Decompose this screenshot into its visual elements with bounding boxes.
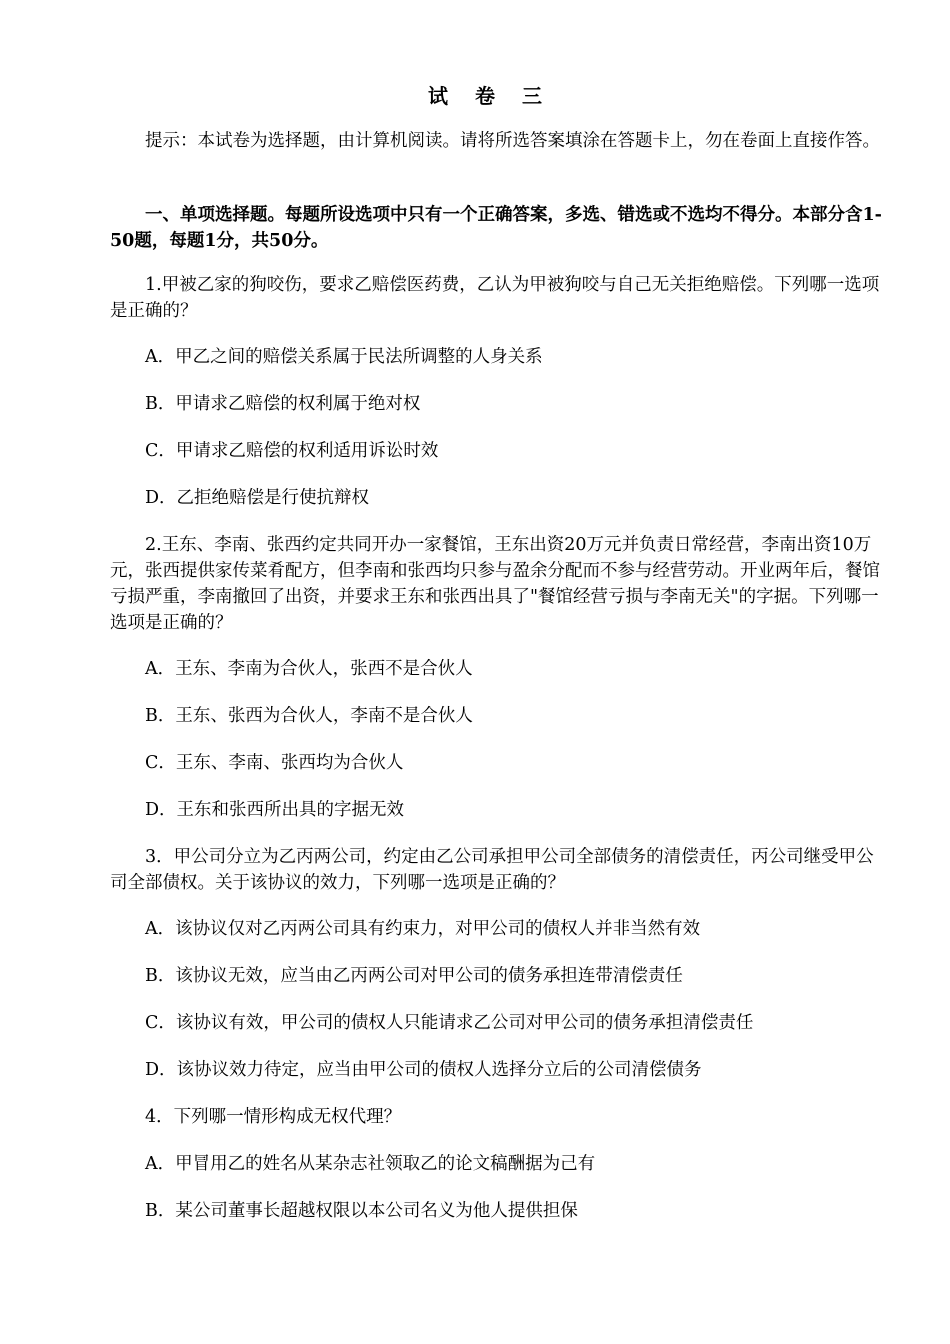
- question-2-option-c: C．王东、李南、张西均为合伙人: [145, 753, 404, 773]
- question-2-option-a: A．王东、李南为合伙人，张西不是合伙人: [145, 659, 473, 679]
- question-4-option-a: A．甲冒用乙的姓名从某杂志社领取乙的论文稿酬据为己有: [145, 1154, 596, 1174]
- exam-title: 试 卷 三: [428, 84, 552, 108]
- question-1-stem: 1.甲被乙家的狗咬伤，要求乙赔偿医药费，乙认为甲被狗咬与自己无关拒绝赔偿。下列哪一选项是正确的？: [110, 275, 880, 321]
- question-1-option-c: C．甲请求乙赔偿的权利适用诉讼时效: [145, 441, 439, 461]
- question-2-option-d: D．王东和张西所出具的字据无效: [145, 800, 405, 820]
- question-2-stem: 2.王东、李南、张西约定共同开办一家餐馆，王东出资20万元并负责日常经营，李南出资10万元，张西提供家传菜肴配方，但李南和张西均只参与盈余分配而不参与经营劳动。开业两年后，餐馆亏损严重，李南撤回了出资，并要求王东和张西出具了"餐馆经营亏损与李南无关"的字据。下列哪一选项是正确的？: [110, 535, 880, 633]
- question-1-option-d: D．乙拒绝赔偿是行使抗辩权: [145, 488, 370, 508]
- question-1-option-a: A．甲乙之间的赔偿关系属于民法所调整的人身关系: [145, 347, 543, 367]
- question-4-stem: 4．下列哪一情形构成无权代理？: [145, 1107, 402, 1127]
- question-3-option-d: D．该协议效力待定，应当由甲公司的债权人选择分立后的公司清偿债务: [145, 1060, 702, 1080]
- question-2-option-b: B．王东、张西为合伙人，李南不是合伙人: [145, 706, 473, 726]
- section-heading: 一、单项选择题。每题所设选项中只有一个正确答案，多选、错选或不选均不得分。本部分含1-50题，每题1分，共50分。: [110, 205, 882, 251]
- question-3-option-c: C．该协议有效，甲公司的债权人只能请求乙公司对甲公司的债务承担清偿责任: [145, 1013, 754, 1033]
- question-1-option-b: B．甲请求乙赔偿的权利属于绝对权: [145, 394, 421, 414]
- question-4-option-b: B．某公司董事长超越权限以本公司名义为他人提供担保: [145, 1201, 578, 1221]
- question-3-option-a: A．该协议仅对乙丙两公司具有约束力，对甲公司的债权人并非当然有效: [145, 919, 701, 939]
- question-3-option-b: B．该协议无效，应当由乙丙两公司对甲公司的债务承担连带清偿责任: [145, 966, 683, 986]
- question-3-stem: 3．甲公司分立为乙丙两公司，约定由乙公司承担甲公司全部债务的清偿责任，丙公司继受甲公司全部债权。关于该协议的效力，下列哪一选项是正确的？: [110, 847, 874, 893]
- exam-notice: 提示：本试卷为选择题，由计算机阅读。请将所选答案填涂在答题卡上，勿在卷面上直接作答。: [145, 131, 880, 151]
